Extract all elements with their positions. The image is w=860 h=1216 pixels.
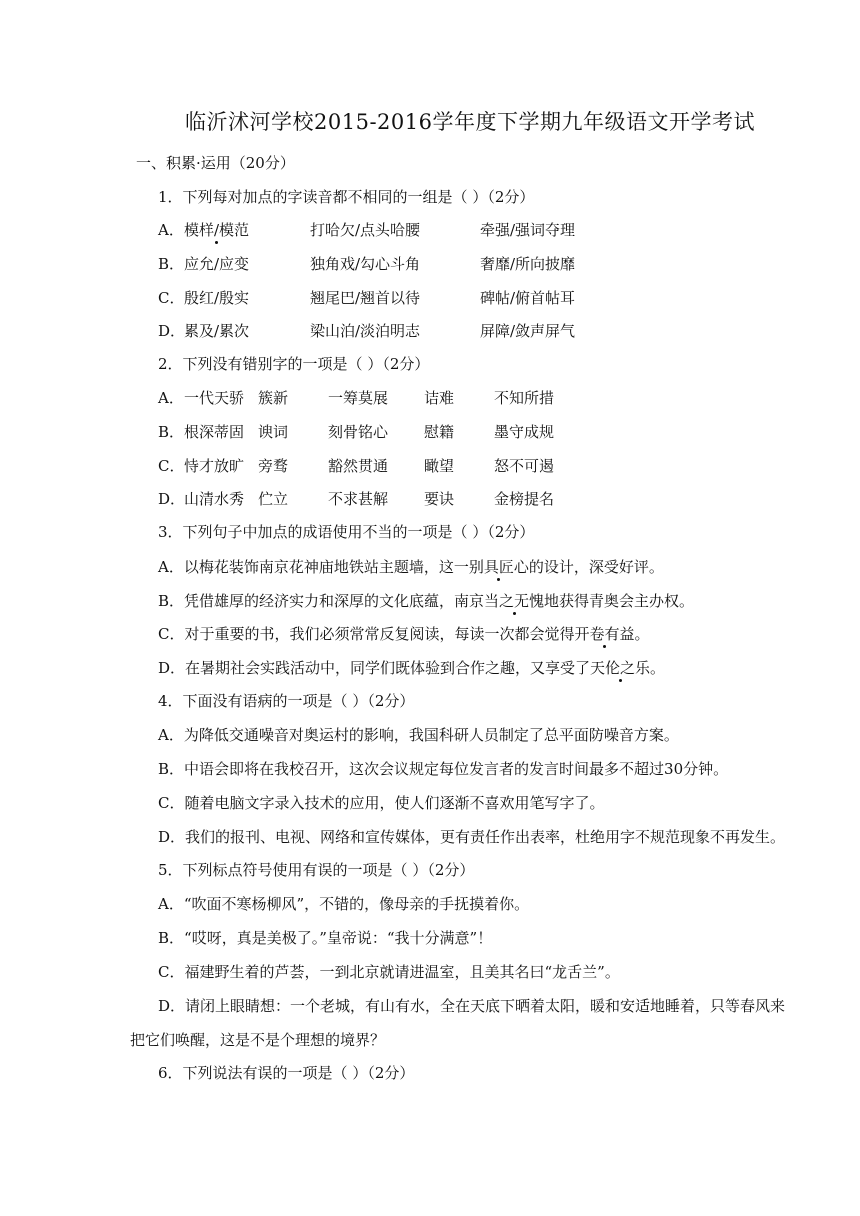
- q5-option-c: C．福建野生着的芦荟，一到北京就请进温室，且美其名曰“龙舌兰”。: [158, 963, 620, 981]
- sentence-text: 的设计，深受好评。: [528, 558, 664, 576]
- q2b-col5: 墨守成规: [494, 423, 555, 441]
- q2d-col3: 不求甚解: [328, 490, 389, 508]
- exam-title: 临沂沭河学校2015-2016学年度下学期九年级语文开学考试: [185, 110, 755, 134]
- q4-option-a: A．为降低交通噪音对奥运村的影响，我国科研人员制定了总平面防噪音方案。: [158, 726, 679, 744]
- q2d-col5: 金榜提名: [494, 490, 555, 508]
- dotted-idiom: 当之无愧: [484, 592, 545, 610]
- q2b-col2: 谀词: [258, 423, 289, 441]
- sentence-text: A．以梅花装饰南京花神庙地铁站主题墙，这一: [158, 558, 469, 576]
- dotted-idiom: 天伦之乐: [590, 659, 651, 677]
- q2a-col4: 诘难: [424, 389, 455, 407]
- question-2-stem: 2．下列没有错别字的一项是（ ）（2分）: [158, 355, 430, 373]
- q4-option-c: C．随着电脑文字录入技术的应用，使人们逐渐不喜欢用笔写字了。: [158, 794, 605, 812]
- question-4-stem: 4．下面没有语病的一项是（ ）（2分）: [158, 692, 415, 710]
- q2b-col3: 刻骨铭心: [328, 423, 389, 441]
- q1b-col3: 奢靡/所向披靡: [480, 255, 576, 273]
- sentence-text: 。: [650, 659, 666, 677]
- sentence-text: C．对于重要的书，我们必须常常反复阅读，每读一次都会觉得: [158, 625, 575, 643]
- q2d-col4: 要诀: [424, 490, 455, 508]
- q1d-col3: 屏障/敛声屏气: [480, 322, 576, 340]
- option-label: B．: [158, 255, 185, 273]
- q1a-col3: 牵强/强词夺理: [480, 221, 576, 239]
- question-6-stem: 6．下列说法有误的一项是（ ）（2分）: [158, 1064, 415, 1082]
- q2a-col1: 一代天骄: [184, 389, 245, 407]
- q2c-col4: 瞰望: [424, 457, 455, 475]
- q3-option-a: [158, 556, 664, 577]
- q1a-col2: 打哈欠/点头哈腰: [310, 221, 421, 239]
- section-heading: 一、积累·运用（20分）: [136, 154, 295, 172]
- question-5-stem: 5．下列标点符号使用有误的一项是（ ）（2分）: [158, 861, 475, 879]
- q5-option-a: A．“吹面不寒杨柳风”，不错的，像母亲的手抚摸着你。: [158, 895, 530, 913]
- option-label: D．: [158, 490, 186, 508]
- q1b-col2: 独角戏/勾心斗角: [310, 255, 421, 273]
- q3-option-b: [158, 590, 694, 611]
- q1a-col1: [184, 219, 249, 240]
- dotted-text: 模样/模范: [184, 221, 250, 239]
- q2c-col5: 怒不可遏: [494, 457, 555, 475]
- q5-option-d-line2: 把它们唤醒，这是不是个理想的境界？: [130, 1031, 386, 1049]
- q2a-col5: 不知所措: [494, 389, 555, 407]
- q5-option-d-line1: D．请闭上眼睛想：一个老城，有山有水，全在天底下晒着太阳，暖和安适地睡着，只等春风来: [158, 997, 786, 1015]
- option-label: D．: [158, 322, 186, 340]
- sentence-text: 地获得青奥会主办权。: [544, 592, 695, 610]
- option-label: C．: [158, 289, 185, 307]
- dotted-idiom: 别具匠心: [468, 558, 529, 576]
- q1b-col1: 应允/应变: [184, 255, 250, 273]
- question-1-stem: 1．下列每对加点的字读音都不相同的一组是（ ）（2分）: [158, 188, 535, 206]
- q1c-col1: 殷红/殷实: [184, 289, 250, 307]
- q2a-col3: 一筹莫展: [328, 389, 389, 407]
- q4-option-b: B．中语会即将在我校召开，这次会议规定每位发言者的发言时间最多不超过30分钟。: [158, 760, 729, 778]
- q2d-col2: 伫立: [258, 490, 289, 508]
- option-label: C．: [158, 457, 185, 475]
- sentence-text: 。: [634, 625, 650, 643]
- dotted-idiom: 开卷有益: [574, 625, 635, 643]
- q5-option-b: B．“哎呀，真是美极了。”皇帝说：“我十分满意”！: [158, 929, 493, 947]
- q1c-col3: 碑帖/俯首帖耳: [480, 289, 576, 307]
- q4-option-d: D．我们的报刊、电视、网络和宣传媒体，更有责任作出表率，杜绝用字不规范现象不再发生。: [158, 828, 786, 846]
- q2b-col4: 慰籍: [424, 423, 455, 441]
- q2c-col2: 旁骛: [258, 457, 289, 475]
- q1d-col1: 累及/累次: [184, 322, 250, 340]
- q3-option-d: [158, 657, 665, 678]
- q2a-col2: 簇新: [258, 389, 289, 407]
- q2d-col1: 山清水秀: [184, 490, 245, 508]
- option-label: B．: [158, 423, 185, 441]
- q2c-col3: 豁然贯通: [328, 457, 389, 475]
- sentence-text: B．凭借雄厚的经济实力和深厚的文化底蕴，南京: [158, 592, 485, 610]
- sentence-text: D．在暑期社会实践活动中，同学们既体验到合作之趣，又享受了: [158, 659, 591, 677]
- q2b-col1: 根深蒂固: [184, 423, 245, 441]
- option-label: A．: [158, 389, 184, 407]
- q1d-col2: 梁山泊/淡泊明志: [310, 322, 421, 340]
- option-label: A．: [158, 221, 184, 239]
- question-3-stem: 3．下列句子中加点的成语使用不当的一项是（ ）（2分）: [158, 523, 535, 541]
- q1c-col2: 翘尾巴/翘首以待: [310, 289, 421, 307]
- q3-option-c: [158, 623, 650, 644]
- q2c-col1: 恃才放旷: [184, 457, 245, 475]
